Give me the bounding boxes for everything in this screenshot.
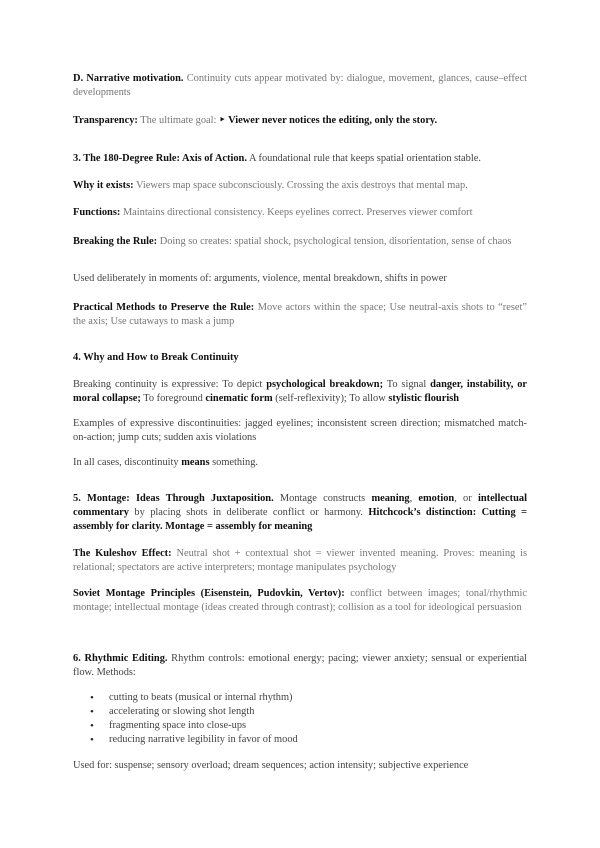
text-run: , or — [454, 493, 478, 504]
list-item: • accelerating or slowing shot length — [73, 705, 513, 719]
functions-paragraph — [73, 206, 527, 220]
discontinuity-means-paragraph — [73, 456, 527, 470]
emphasis-run: psychological breakdown; — [266, 379, 384, 390]
functions-text: Maintains directional consistency. Keeps eyelines correct. Preserves viewer comfort — [120, 207, 473, 218]
transparency-emphasis: Viewer never notices the editing, only the story. — [225, 115, 438, 126]
transparency-label: Transparency: — [73, 115, 138, 126]
narrative-motivation-text: Continuity cuts appear motivated by: dialogue, movement, glances, cause–effect developments — [73, 73, 528, 98]
section-5-paragraph — [73, 492, 527, 534]
kuleshov-label: The Kuleshov Effect: — [73, 548, 172, 559]
why-it-exists-label: Why it exists: — [73, 180, 134, 191]
list-item: • cutting to beats (musical or internal rhythm) — [73, 691, 513, 705]
section-6-intro: Rhythm controls: emotional energy; pacing; viewer anxiety; sensual or experiential flow. Methods: — [73, 653, 527, 678]
hitchcock-distinction: Hitchcock’s distinction: Cutting = assembly for clarity. Montage = assembly for meaning — [73, 507, 527, 532]
transparency-paragraph — [73, 114, 527, 128]
text-run: by placing shots in deliberate conflict or harmony. — [128, 507, 369, 518]
soviet-montage-paragraph — [73, 587, 527, 615]
breaking-rule-text: Doing so creates: spatial shock, psychological tension, disorientation, sense of chaos — [157, 236, 512, 247]
emphasis-run: cinematic form — [205, 393, 273, 404]
text-run: In all cases, discontinuity — [73, 457, 182, 468]
soviet-montage-text: conflict between images; tonal/rhythmic montage; intellectual montage (ideas created through contrast); collision as a tool for ideological persuasion — [73, 588, 527, 613]
used-for-paragraph: Used for: suspense; sensory overload; dream sequences; action intensity; subjective experience — [73, 760, 469, 771]
list-item: • fragmenting space into close-ups — [73, 719, 513, 733]
section-6-title: 6. Rhythmic Editing. — [73, 653, 168, 664]
used-deliberately-paragraph: Used deliberately in moments of: arguments, violence, mental breakdown, shifts in power — [73, 273, 447, 284]
section-3-title: 3. The 180-Degree Rule: Axis of Action. — [73, 153, 247, 164]
emphasis-run: means — [181, 457, 210, 468]
discontinuities-examples-paragraph: Examples of expressive discontinuities: jagged eyelines; inconsistent screen direction; mismatched match-on-action; jump cuts; sudden axis violations — [73, 418, 527, 443]
breaking-rule-paragraph — [73, 235, 527, 249]
transparency-text: The ultimate goal: — [137, 115, 220, 126]
text-run: , — [409, 493, 419, 504]
section-4-heading: 4. Why and How to Break Continuity — [73, 352, 239, 363]
text-run: To foreground — [140, 393, 206, 404]
breaking-rule-label: Breaking the Rule: — [73, 236, 158, 247]
rhythmic-methods-list — [73, 691, 513, 747]
functions-label: Functions: — [73, 207, 121, 218]
narrative-motivation-paragraph — [73, 72, 527, 100]
kuleshov-text: Neutral shot + contextual shot = viewer invented meaning. Proves: meaning is relational; spectators are active interpreters; montage manipulates psychology — [73, 548, 527, 573]
text-run: Breaking continuity is expressive: To depict — [73, 379, 267, 390]
narrative-motivation-label: D. Narrative motivation. — [73, 73, 184, 84]
emphasis-run: emotion — [418, 493, 455, 504]
section-3-intro: A foundational rule that keeps spatial orientation stable. — [246, 153, 481, 164]
emphasis-run: intellectual commentary — [73, 493, 527, 518]
text-run: something. — [209, 457, 259, 468]
kuleshov-paragraph — [73, 547, 527, 575]
text-run: (self-reflexivity); To allow — [272, 393, 389, 404]
triangle-bullet-icon: ‣ — [219, 115, 226, 126]
text-run: To signal — [383, 379, 431, 390]
practical-methods-text: Move actors within the space; Use neutral-axis shots to “reset” the axis; Use cutaways to mask a jump — [73, 302, 527, 327]
section-5-title: 5. Montage: Ideas Through Juxtaposition. — [73, 493, 274, 504]
emphasis-run: stylistic flourish — [388, 393, 460, 404]
section-3-heading — [73, 152, 527, 166]
emphasis-run: danger, instability, or moral collapse; — [73, 379, 528, 404]
why-it-exists-paragraph — [73, 179, 527, 193]
list-item: • reducing narrative legibility in favor of mood — [73, 733, 513, 747]
practical-methods-paragraph — [73, 301, 527, 329]
breaking-continuity-paragraph — [73, 378, 527, 406]
emphasis-run: meaning — [371, 493, 410, 504]
practical-methods-label: Practical Methods to Preserve the Rule: — [73, 302, 255, 313]
soviet-montage-label: Soviet Montage Principles (Eisenstein, Pudovkin, Vertov): — [73, 588, 345, 599]
why-it-exists-text: Viewers map space subconsciously. Crossing the axis destroys that mental map. — [133, 180, 468, 191]
text-run: Montage constructs — [273, 493, 372, 504]
section-6-paragraph — [73, 652, 527, 680]
